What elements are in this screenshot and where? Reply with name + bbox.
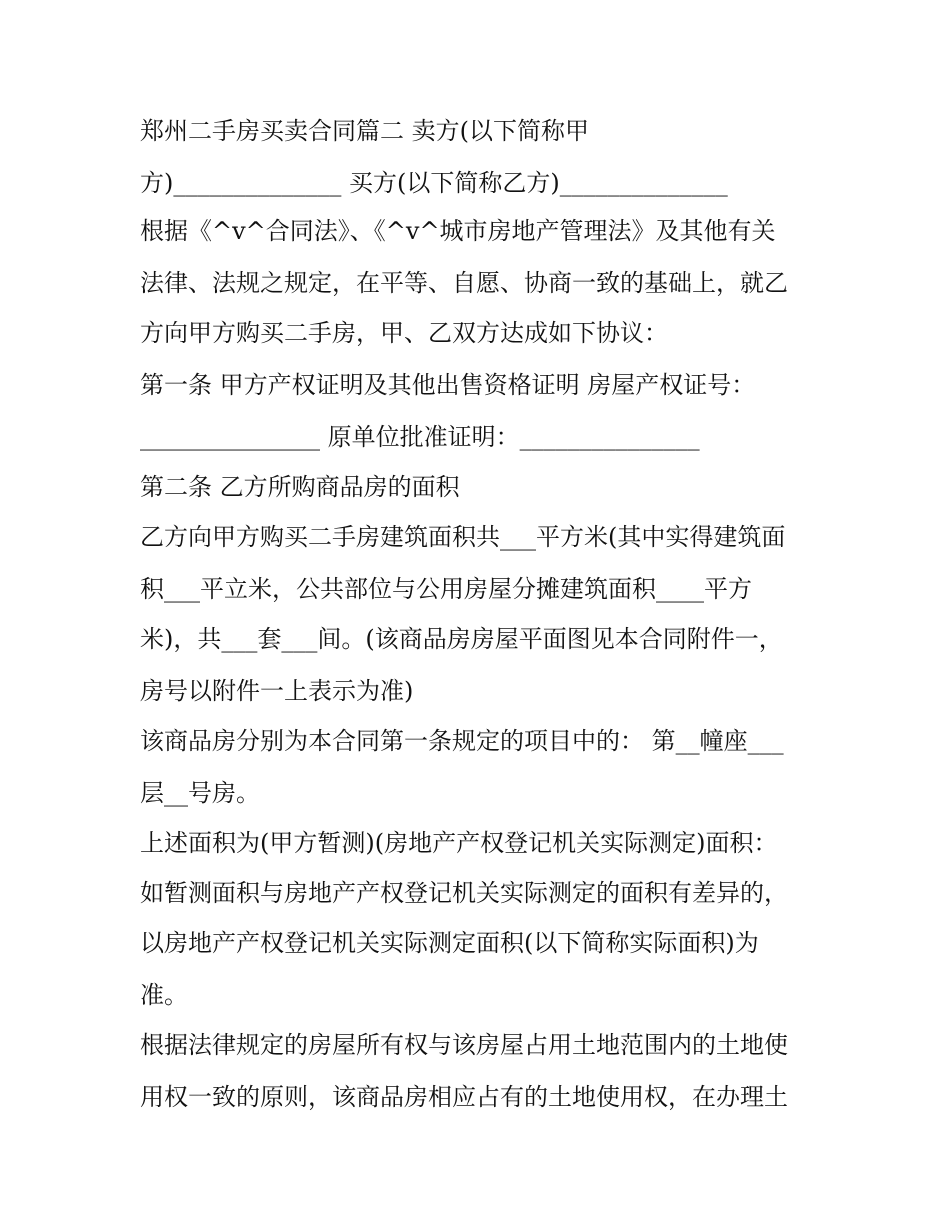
text-line: 根据《^v^合同法》、《^v^城市房地产管理法》及其他有关 <box>140 217 776 245</box>
text-line: 第一条 甲方产权证明及其他出售资格证明 房屋产权证号： <box>140 371 756 399</box>
text-line: 乙方向甲方购买二手房建筑面积共___平方米(其中实得建筑面 <box>140 523 786 551</box>
text-line: 积___平立米，公共部位与公用房屋分摊建筑面积____平方 <box>140 575 752 603</box>
text-line: 方向甲方购买二手房，甲、乙双方达成如下协议： <box>140 319 668 347</box>
text-line: 以房地产产权登记机关实际测定面积(以下简称实际面积)为 <box>140 929 759 957</box>
text-line: _______________ 原单位批准证明：_______________ <box>140 423 700 451</box>
text-line: 用权一致的原则，该商品房相应占有的土地使用权，在办理土 <box>140 1083 788 1111</box>
text-line: 如暂测面积与房地产产权登记机关实际测定的面积有差异的， <box>140 879 788 907</box>
text-line: 根据法律规定的房屋所有权与该房屋占用土地范围内的土地使 <box>140 1031 788 1059</box>
text-line: 上述面积为(甲方暂测)(房地产产权登记机关实际测定)面积： <box>140 829 778 857</box>
section-heading: 第二条 乙方所购商品房的面积 <box>140 473 460 501</box>
text-line: 方)______________ 买方(以下简称乙方)______________ <box>140 169 728 197</box>
text-line: 该商品房分别为本合同第一条规定的项目中的： 第__幢座___ <box>140 727 784 755</box>
text-line: 郑州二手房买卖合同篇二 卖方(以下简称甲 <box>140 117 589 145</box>
text-line: 层__号房。 <box>140 779 260 807</box>
text-line: 米)，共___套___间。(该商品房房屋平面图见本合同附件一， <box>140 625 783 653</box>
text-line: 房号以附件一上表示为准) <box>140 677 414 705</box>
text-line: 法律、法规之规定，在平等、自愿、协商一致的基础上，就乙 <box>140 269 788 297</box>
text-line: 准。 <box>140 981 188 1009</box>
